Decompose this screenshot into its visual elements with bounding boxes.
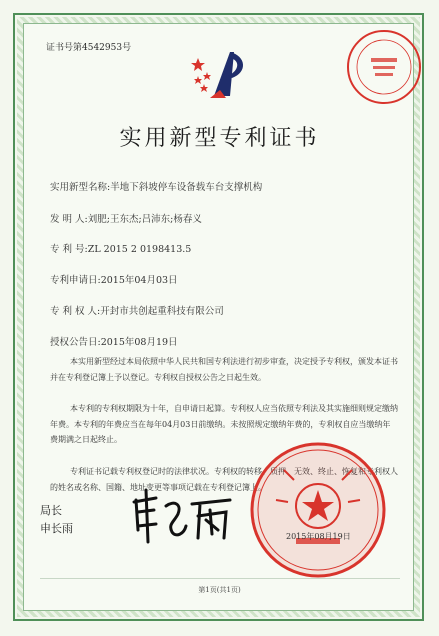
director-title: 局长 [40, 504, 62, 517]
sipo-logo [190, 46, 248, 104]
official-red-seal [248, 440, 388, 580]
footer-divider [0, 578, 439, 579]
field-row-patent-number [50, 241, 191, 255]
field-label: 专利申请日: [50, 275, 101, 286]
field-label: 实用新型名称: [50, 182, 111, 193]
field-row-name [50, 179, 262, 193]
field-label: 授权公告日: [50, 337, 101, 348]
seal-date: 2015年08月19日 [286, 532, 351, 541]
page-footer: 第1页(共1页) [198, 586, 241, 594]
field-row-application-date [50, 272, 178, 286]
field-value: 刘肥;王东杰;吕沛东;杨春义 [87, 214, 202, 225]
field-label: 专 利 权 人: [50, 306, 101, 317]
certificate-number: 证书号第4542953号 [46, 43, 132, 53]
field-label: 专 利 号: [50, 244, 88, 255]
director-name: 申长雨 [40, 522, 73, 535]
field-row-inventor [50, 211, 202, 225]
field-value: 开封市共创起重科技有限公司 [100, 306, 224, 317]
paragraph-register: 专利证书记载专利权登记时的法律状况。专利权的转移、质押、无效、终止、恢复和专利权人的姓名或名称、国籍、地址变更等事项记载在专利登记簿上。 [50, 467, 398, 492]
patent-office-stamp [345, 28, 423, 106]
field-value: 2015年04月03日 [100, 275, 178, 286]
paragraph-grant: 本实用新型经过本局依照中华人民共和国专利法进行初步审查，决定授予专利权，颁发本证书并在专利登记簿上予以登记。专利权自授权公告之日起生效。 [50, 357, 398, 382]
field-value: 半地下斜坡停车设备载车台支撑机构 [110, 182, 263, 193]
certificate-title: 实用新型专利证书 [119, 126, 320, 151]
field-label: 发 明 人: [50, 214, 88, 225]
field-row-patentee [50, 303, 224, 317]
paragraph-term: 本专利的专利权期限为十年，自申请日起算。专利权人应当依照专利法及其实施细则规定缴纳年费。本专利的年费应当在每年04月03日前缴纳。未按照规定缴纳年费的，专利权自应当缴纳年费期满之日起终止。 [50, 404, 398, 444]
field-value: ZL 2015 2 0198413.5 [87, 244, 192, 255]
field-row-grant-date [50, 334, 178, 348]
field-value: 2015年08月19日 [100, 337, 178, 348]
handwritten-signature [126, 486, 238, 546]
